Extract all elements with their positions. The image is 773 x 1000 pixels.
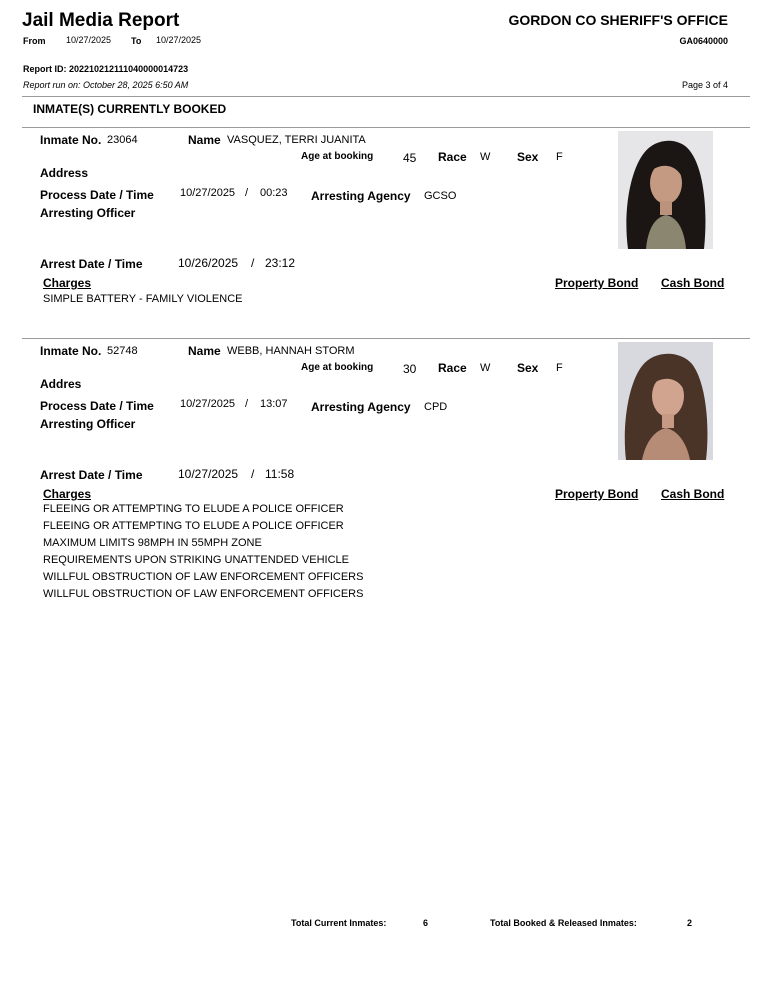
arresting-agency: GCSO xyxy=(424,190,457,202)
inmate-sex: F xyxy=(556,362,563,374)
inmate-no-label: Inmate No. xyxy=(40,133,102,147)
charges-label: Charges xyxy=(43,487,92,501)
ori-code: GA0640000 xyxy=(679,36,728,46)
process-sep: / xyxy=(245,187,249,199)
inmate-race: W xyxy=(480,362,491,374)
report-run-on: Report run on: October 28, 2025 6:50 AM xyxy=(23,80,189,90)
property-bond-label: Property Bond xyxy=(555,487,639,501)
inmate-age: 30 xyxy=(403,362,417,376)
process-sep: / xyxy=(245,398,249,410)
report-title: Jail Media Report xyxy=(22,10,180,31)
arrest-sep: / xyxy=(251,256,255,270)
sex-label: Sex xyxy=(517,150,539,164)
arrest-time: 11:58 xyxy=(265,467,295,481)
process-label: Process Date / Time xyxy=(40,188,154,202)
address-label: Address xyxy=(40,166,89,180)
arrest-label: Arrest Date / Time xyxy=(40,257,143,271)
mugshot-photo xyxy=(618,342,713,460)
record-divider xyxy=(22,338,750,339)
process-date: 10/27/2025 xyxy=(180,398,236,410)
inmate-race: W xyxy=(480,151,491,163)
charge-line: WILLFUL OBSTRUCTION OF LAW ENFORCEMENT OFFICERS xyxy=(43,571,364,583)
arresting-agency: CPD xyxy=(424,401,448,413)
name-label: Name xyxy=(188,344,221,358)
age-label: Age at booking xyxy=(301,362,374,373)
arrest-time: 23:12 xyxy=(265,256,296,270)
inmate-no-label: Inmate No. xyxy=(40,344,102,358)
total-current-value: 6 xyxy=(423,918,429,928)
to-date: 10/27/2025 xyxy=(156,35,202,45)
from-date: 10/27/2025 xyxy=(66,35,112,45)
age-label: Age at booking xyxy=(301,151,374,162)
report-id: Report ID: 202210212111040000014723 xyxy=(23,64,189,74)
mugshot-image xyxy=(618,131,713,249)
arrest-sep: / xyxy=(251,467,255,481)
process-time: 00:23 xyxy=(260,187,288,199)
charge-line: WILLFUL OBSTRUCTION OF LAW ENFORCEMENT OFFICERS xyxy=(43,588,364,600)
agency-label: Arresting Agency xyxy=(311,400,411,414)
inmate-number: 52748 xyxy=(107,345,138,357)
sex-label: Sex xyxy=(517,361,539,375)
officer-label: Arresting Officer xyxy=(40,417,136,431)
page-number: Page 3 of 4 xyxy=(681,80,728,90)
charge-line: REQUIREMENTS UPON STRIKING UNATTENDED VEHICLE xyxy=(43,554,349,566)
cash-bond-label: Cash Bond xyxy=(661,487,725,501)
inmate-sex: F xyxy=(556,151,563,163)
charge-line: SIMPLE BATTERY - FAMILY VIOLENCE xyxy=(43,293,243,305)
total-booked-released-value: 2 xyxy=(687,918,693,928)
address-label: Addres xyxy=(40,377,82,391)
arrest-date: 10/26/2025 xyxy=(178,256,239,270)
inmate-age: 45 xyxy=(403,151,417,165)
charge-line: FLEEING OR ATTEMPTING TO ELUDE A POLICE OFFICER xyxy=(43,520,344,532)
officer-label: Arresting Officer xyxy=(40,206,136,220)
charge-line: FLEEING OR ATTEMPTING TO ELUDE A POLICE OFFICER xyxy=(43,503,344,515)
section-divider xyxy=(22,127,750,128)
race-label: Race xyxy=(438,150,467,164)
race-label: Race xyxy=(438,361,467,375)
inmate-name: WEBB, HANNAH STORM xyxy=(227,345,355,357)
inmate-number: 23064 xyxy=(107,134,138,146)
to-label: To xyxy=(131,36,142,46)
property-bond-label: Property Bond xyxy=(555,276,639,290)
name-label: Name xyxy=(188,133,221,147)
process-label: Process Date / Time xyxy=(40,399,154,413)
mugshot-photo xyxy=(618,131,713,249)
inmate-name: VASQUEZ, TERRI JUANITA xyxy=(227,134,366,146)
from-label: From xyxy=(23,36,46,46)
total-current-label: Total Current Inmates: xyxy=(291,918,387,928)
mugshot-image xyxy=(618,342,713,460)
section-title: INMATE(S) CURRENTLY BOOKED xyxy=(33,102,227,116)
cash-bond-label: Cash Bond xyxy=(661,276,725,290)
office-name: GORDON CO SHERIFF'S OFFICE xyxy=(508,12,728,28)
process-time: 13:07 xyxy=(260,398,288,410)
charge-line: MAXIMUM LIMITS 98MPH IN 55MPH ZONE xyxy=(43,537,262,549)
arrest-label: Arrest Date / Time xyxy=(40,468,143,482)
total-booked-released-label: Total Booked & Released Inmates: xyxy=(490,918,637,928)
process-date: 10/27/2025 xyxy=(180,187,236,199)
header-divider xyxy=(22,96,750,97)
arrest-date: 10/27/2025 xyxy=(178,467,239,481)
charges-label: Charges xyxy=(43,276,92,290)
agency-label: Arresting Agency xyxy=(311,189,411,203)
